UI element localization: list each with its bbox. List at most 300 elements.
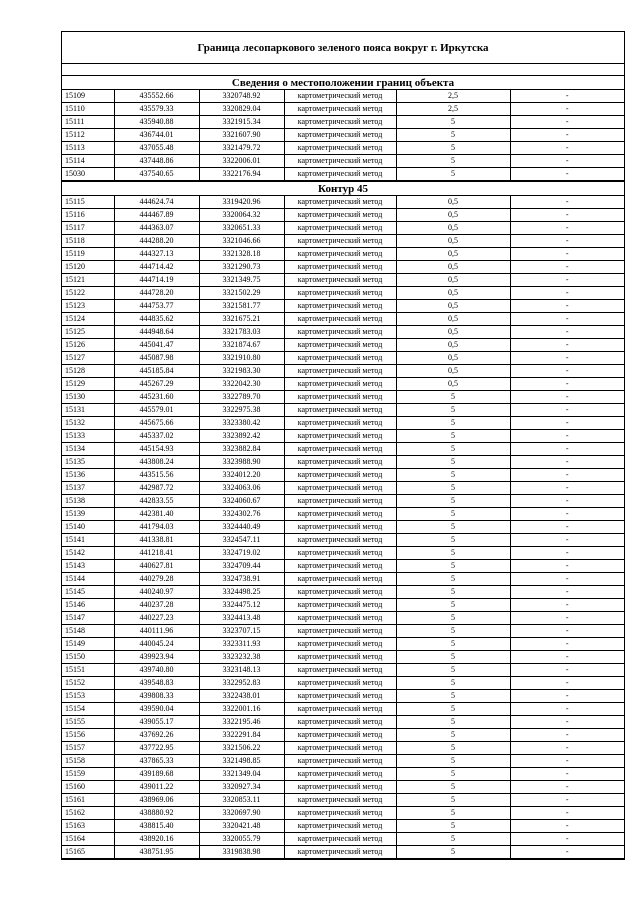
coord-x-cell: 439923.94 xyxy=(114,651,199,664)
accuracy-cell: 5 xyxy=(396,703,510,716)
coord-y-cell: 3321328.18 xyxy=(199,248,284,261)
method-cell: картометрический метод xyxy=(284,625,396,638)
coord-x-cell: 436744.01 xyxy=(114,129,199,142)
accuracy-cell: 5 xyxy=(396,456,510,469)
accuracy-cell: 5 xyxy=(396,807,510,820)
method-cell: картометрический метод xyxy=(284,274,396,287)
description-cell: - xyxy=(510,417,624,430)
method-cell: картометрический метод xyxy=(284,846,396,859)
method-cell: картометрический метод xyxy=(284,443,396,456)
point-number-cell: 15160 xyxy=(62,781,114,794)
method-cell: картометрический метод xyxy=(284,129,396,142)
method-cell: картометрический метод xyxy=(284,313,396,326)
point-number-cell: 15114 xyxy=(62,155,114,168)
table-row xyxy=(62,391,624,404)
accuracy-cell: 0,5 xyxy=(396,209,510,222)
coord-x-cell: 439011.22 xyxy=(114,781,199,794)
point-number-cell: 15158 xyxy=(62,755,114,768)
table-row xyxy=(62,222,624,235)
description-cell: - xyxy=(510,547,624,560)
point-number-cell: 15162 xyxy=(62,807,114,820)
coord-x-cell: 441338.81 xyxy=(114,534,199,547)
description-cell: - xyxy=(510,404,624,417)
coord-x-cell: 435940.88 xyxy=(114,116,199,129)
description-cell: - xyxy=(510,742,624,755)
point-number-cell: 15147 xyxy=(62,612,114,625)
point-number-cell: 15116 xyxy=(62,209,114,222)
point-number-cell: 15120 xyxy=(62,261,114,274)
method-cell: картометрический метод xyxy=(284,326,396,339)
method-cell: картометрический метод xyxy=(284,755,396,768)
accuracy-cell: 5 xyxy=(396,482,510,495)
coord-y-cell: 3324063.06 xyxy=(199,482,284,495)
table-row xyxy=(62,404,624,417)
accuracy-cell: 5 xyxy=(396,729,510,742)
accuracy-cell: 5 xyxy=(396,599,510,612)
coord-y-cell: 3322789.70 xyxy=(199,391,284,404)
point-number-cell: 15109 xyxy=(62,90,114,103)
coord-y-cell: 3322952.83 xyxy=(199,677,284,690)
coord-y-cell: 3320651.33 xyxy=(199,222,284,235)
table-row xyxy=(62,534,624,547)
table-row xyxy=(62,651,624,664)
table-row xyxy=(62,274,624,287)
accuracy-cell: 0,5 xyxy=(396,235,510,248)
accuracy-cell: 5 xyxy=(396,521,510,534)
coord-x-cell: 438920.16 xyxy=(114,833,199,846)
table-row xyxy=(62,456,624,469)
point-number-cell: 15134 xyxy=(62,443,114,456)
description-cell: - xyxy=(510,391,624,404)
coord-x-cell: 445185.84 xyxy=(114,365,199,378)
table-row xyxy=(62,820,624,833)
description-cell: - xyxy=(510,534,624,547)
method-cell: картометрический метод xyxy=(284,456,396,469)
table-row xyxy=(62,352,624,365)
accuracy-cell: 2,5 xyxy=(396,103,510,116)
table-row xyxy=(62,521,624,534)
table-row xyxy=(62,326,624,339)
description-cell: - xyxy=(510,168,624,181)
coord-x-cell: 437722.95 xyxy=(114,742,199,755)
accuracy-cell: 0,5 xyxy=(396,313,510,326)
table-row xyxy=(62,612,624,625)
description-cell: - xyxy=(510,833,624,846)
point-number-cell: 15140 xyxy=(62,521,114,534)
coord-x-cell: 437055.48 xyxy=(114,142,199,155)
coord-y-cell: 3319420.96 xyxy=(199,196,284,209)
table-row xyxy=(62,235,624,248)
coord-y-cell: 3324709.44 xyxy=(199,560,284,573)
coord-x-cell: 438969.06 xyxy=(114,794,199,807)
table-row xyxy=(62,690,624,703)
accuracy-cell: 5 xyxy=(396,142,510,155)
method-cell: картометрический метод xyxy=(284,339,396,352)
coord-y-cell: 3324498.25 xyxy=(199,586,284,599)
coord-y-cell: 3321874.67 xyxy=(199,339,284,352)
coord-y-cell: 3322438.01 xyxy=(199,690,284,703)
description-cell: - xyxy=(510,508,624,521)
coord-y-cell: 3323148.13 xyxy=(199,664,284,677)
coord-y-cell: 3322195.46 xyxy=(199,716,284,729)
coord-x-cell: 442987.72 xyxy=(114,482,199,495)
coord-y-cell: 3321983.30 xyxy=(199,365,284,378)
method-cell: картометрический метод xyxy=(284,612,396,625)
coord-x-cell: 445231.60 xyxy=(114,391,199,404)
method-cell: картометрический метод xyxy=(284,573,396,586)
description-cell: - xyxy=(510,482,624,495)
method-cell: картометрический метод xyxy=(284,142,396,155)
method-cell: картометрический метод xyxy=(284,781,396,794)
coord-x-cell: 437692.26 xyxy=(114,729,199,742)
point-number-cell: 15113 xyxy=(62,142,114,155)
description-cell: - xyxy=(510,300,624,313)
accuracy-cell: 5 xyxy=(396,833,510,846)
accuracy-cell: 5 xyxy=(396,129,510,142)
description-cell: - xyxy=(510,90,624,103)
method-cell: картометрический метод xyxy=(284,677,396,690)
coord-x-cell: 437865.33 xyxy=(114,755,199,768)
method-cell: картометрический метод xyxy=(284,651,396,664)
method-cell: картометрический метод xyxy=(284,235,396,248)
accuracy-cell: 0,5 xyxy=(396,300,510,313)
coord-y-cell: 3321479.72 xyxy=(199,142,284,155)
accuracy-cell: 5 xyxy=(396,560,510,573)
description-cell: - xyxy=(510,495,624,508)
coord-x-cell: 435579.33 xyxy=(114,103,199,116)
coord-x-cell: 444467.89 xyxy=(114,209,199,222)
accuracy-cell: 5 xyxy=(396,638,510,651)
accuracy-cell: 5 xyxy=(396,168,510,181)
description-cell: - xyxy=(510,209,624,222)
coord-y-cell: 3320421.48 xyxy=(199,820,284,833)
coord-x-cell: 445675.66 xyxy=(114,417,199,430)
accuracy-cell: 5 xyxy=(396,495,510,508)
coord-x-cell: 439808.33 xyxy=(114,690,199,703)
point-number-cell: 15117 xyxy=(62,222,114,235)
coord-x-cell: 439740.80 xyxy=(114,664,199,677)
method-cell: картометрический метод xyxy=(284,103,396,116)
coord-x-cell: 440045.24 xyxy=(114,638,199,651)
accuracy-cell: 0,5 xyxy=(396,261,510,274)
point-number-cell: 15150 xyxy=(62,651,114,664)
coord-x-cell: 438880.92 xyxy=(114,807,199,820)
coord-y-cell: 3321349.75 xyxy=(199,274,284,287)
document-sheet xyxy=(61,31,625,860)
point-number-cell: 15129 xyxy=(62,378,114,391)
coord-y-cell: 3321915.34 xyxy=(199,116,284,129)
method-cell: картометрический метод xyxy=(284,547,396,560)
coord-y-cell: 3321498.85 xyxy=(199,755,284,768)
point-number-cell: 15135 xyxy=(62,456,114,469)
accuracy-cell: 5 xyxy=(396,586,510,599)
method-cell: картометрический метод xyxy=(284,638,396,651)
table-row xyxy=(62,443,624,456)
point-number-cell: 15126 xyxy=(62,339,114,352)
point-number-cell: 15136 xyxy=(62,469,114,482)
method-cell: картометрический метод xyxy=(284,560,396,573)
coord-x-cell: 435552.66 xyxy=(114,90,199,103)
coord-y-cell: 3324413.48 xyxy=(199,612,284,625)
description-cell: - xyxy=(510,142,624,155)
method-cell: картометрический метод xyxy=(284,807,396,820)
point-number-cell: 15164 xyxy=(62,833,114,846)
table-row xyxy=(62,846,624,859)
table-row xyxy=(62,103,624,116)
description-cell: - xyxy=(510,664,624,677)
accuracy-cell: 5 xyxy=(396,781,510,794)
accuracy-cell: 0,5 xyxy=(396,352,510,365)
point-number-cell: 15138 xyxy=(62,495,114,508)
method-cell: картометрический метод xyxy=(284,365,396,378)
table-row xyxy=(62,729,624,742)
point-number-cell: 15149 xyxy=(62,638,114,651)
method-cell: картометрический метод xyxy=(284,664,396,677)
accuracy-cell: 5 xyxy=(396,116,510,129)
accuracy-cell: 5 xyxy=(396,573,510,586)
coord-x-cell: 445337.02 xyxy=(114,430,199,443)
coord-x-cell: 444288.20 xyxy=(114,235,199,248)
table-row xyxy=(62,768,624,781)
accuracy-cell: 5 xyxy=(396,716,510,729)
accuracy-cell: 2,5 xyxy=(396,90,510,103)
point-number-cell: 15148 xyxy=(62,625,114,638)
point-number-cell: 15124 xyxy=(62,313,114,326)
coord-x-cell: 437540.65 xyxy=(114,168,199,181)
description-cell: - xyxy=(510,846,624,859)
table-row xyxy=(62,142,624,155)
coord-y-cell: 3324012.20 xyxy=(199,469,284,482)
coord-y-cell: 3320853.11 xyxy=(199,794,284,807)
method-cell: картометрический метод xyxy=(284,196,396,209)
table-row xyxy=(62,716,624,729)
table-row xyxy=(62,378,624,391)
point-number-cell: 15163 xyxy=(62,820,114,833)
coord-y-cell: 3321290.73 xyxy=(199,261,284,274)
coord-y-cell: 3324547.11 xyxy=(199,534,284,547)
description-cell: - xyxy=(510,560,624,573)
method-cell: картометрический метод xyxy=(284,248,396,261)
point-number-cell: 15119 xyxy=(62,248,114,261)
point-number-cell: 15141 xyxy=(62,534,114,547)
section-title: Сведения о местоположении границ объекта xyxy=(62,76,624,90)
coord-x-cell: 440111.96 xyxy=(114,625,199,638)
accuracy-cell: 0,5 xyxy=(396,365,510,378)
coord-y-cell: 3323707.15 xyxy=(199,625,284,638)
coord-x-cell: 445154.93 xyxy=(114,443,199,456)
description-cell: - xyxy=(510,287,624,300)
description-cell: - xyxy=(510,820,624,833)
method-cell: картометрический метод xyxy=(284,352,396,365)
accuracy-cell: 5 xyxy=(396,430,510,443)
coord-y-cell: 3324060.67 xyxy=(199,495,284,508)
accuracy-cell: 5 xyxy=(396,755,510,768)
description-cell: - xyxy=(510,222,624,235)
method-cell: картометрический метод xyxy=(284,287,396,300)
table-row xyxy=(62,90,624,103)
coordinates-table-top xyxy=(62,90,624,181)
table-row xyxy=(62,781,624,794)
method-cell: картометрический метод xyxy=(284,534,396,547)
method-cell: картометрический метод xyxy=(284,742,396,755)
table-row xyxy=(62,573,624,586)
table-row xyxy=(62,586,624,599)
coord-y-cell: 3324719.02 xyxy=(199,547,284,560)
coord-x-cell: 443808.24 xyxy=(114,456,199,469)
description-cell: - xyxy=(510,586,624,599)
point-number-cell: 15146 xyxy=(62,599,114,612)
coord-x-cell: 444327.13 xyxy=(114,248,199,261)
coord-x-cell: 442833.55 xyxy=(114,495,199,508)
coord-y-cell: 3320829.04 xyxy=(199,103,284,116)
coord-x-cell: 440240.97 xyxy=(114,586,199,599)
point-number-cell: 15152 xyxy=(62,677,114,690)
method-cell: картометрический метод xyxy=(284,833,396,846)
coord-x-cell: 444948.64 xyxy=(114,326,199,339)
accuracy-cell: 0,5 xyxy=(396,222,510,235)
table-row xyxy=(62,116,624,129)
point-number-cell: 15115 xyxy=(62,196,114,209)
method-cell: картометрический метод xyxy=(284,729,396,742)
point-number-cell: 15128 xyxy=(62,365,114,378)
point-number-cell: 15156 xyxy=(62,729,114,742)
coord-y-cell: 3321046.66 xyxy=(199,235,284,248)
description-cell: - xyxy=(510,469,624,482)
description-cell: - xyxy=(510,352,624,365)
accuracy-cell: 0,5 xyxy=(396,339,510,352)
description-cell: - xyxy=(510,781,624,794)
point-number-cell: 15153 xyxy=(62,690,114,703)
coord-x-cell: 439055.17 xyxy=(114,716,199,729)
coord-x-cell: 445087.98 xyxy=(114,352,199,365)
table-row xyxy=(62,313,624,326)
point-number-cell: 15121 xyxy=(62,274,114,287)
description-cell: - xyxy=(510,326,624,339)
point-number-cell: 15133 xyxy=(62,430,114,443)
table-row xyxy=(62,599,624,612)
method-cell: картометрический метод xyxy=(284,430,396,443)
description-cell: - xyxy=(510,651,624,664)
description-cell: - xyxy=(510,365,624,378)
coord-y-cell: 3323882.84 xyxy=(199,443,284,456)
accuracy-cell: 5 xyxy=(396,469,510,482)
coord-y-cell: 3322975.38 xyxy=(199,404,284,417)
point-number-cell: 15154 xyxy=(62,703,114,716)
table-row xyxy=(62,638,624,651)
table-row xyxy=(62,339,624,352)
table-row xyxy=(62,625,624,638)
description-cell: - xyxy=(510,716,624,729)
coord-x-cell: 441218.41 xyxy=(114,547,199,560)
method-cell: картометрический метод xyxy=(284,90,396,103)
coord-x-cell: 444753.77 xyxy=(114,300,199,313)
accuracy-cell: 5 xyxy=(396,768,510,781)
coord-y-cell: 3324440.49 xyxy=(199,521,284,534)
point-number-cell: 15155 xyxy=(62,716,114,729)
description-cell: - xyxy=(510,625,624,638)
table-row xyxy=(62,469,624,482)
coord-y-cell: 3321675.21 xyxy=(199,313,284,326)
coord-x-cell: 441794.03 xyxy=(114,521,199,534)
description-cell: - xyxy=(510,573,624,586)
table-row xyxy=(62,742,624,755)
method-cell: картометрический метод xyxy=(284,586,396,599)
coord-x-cell: 444714.19 xyxy=(114,274,199,287)
accuracy-cell: 5 xyxy=(396,508,510,521)
table-row xyxy=(62,794,624,807)
coord-x-cell: 445041.47 xyxy=(114,339,199,352)
accuracy-cell: 5 xyxy=(396,651,510,664)
method-cell: картометрический метод xyxy=(284,508,396,521)
description-cell: - xyxy=(510,807,624,820)
point-number-cell: 15131 xyxy=(62,404,114,417)
method-cell: картометрический метод xyxy=(284,261,396,274)
coord-x-cell: 445579.01 xyxy=(114,404,199,417)
coord-y-cell: 3322176.94 xyxy=(199,168,284,181)
coord-y-cell: 3322001.16 xyxy=(199,703,284,716)
description-cell: - xyxy=(510,339,624,352)
method-cell: картометрический метод xyxy=(284,300,396,313)
contour-title: Контур 45 xyxy=(62,181,624,196)
point-number-cell: 15110 xyxy=(62,103,114,116)
accuracy-cell: 0,5 xyxy=(396,326,510,339)
coord-y-cell: 3321581.77 xyxy=(199,300,284,313)
method-cell: картометрический метод xyxy=(284,222,396,235)
accuracy-cell: 0,5 xyxy=(396,196,510,209)
point-number-cell: 15130 xyxy=(62,391,114,404)
table-row xyxy=(62,664,624,677)
accuracy-cell: 5 xyxy=(396,534,510,547)
method-cell: картометрический метод xyxy=(284,168,396,181)
point-number-cell: 15165 xyxy=(62,846,114,859)
point-number-cell: 15145 xyxy=(62,586,114,599)
coord-y-cell: 3321783.03 xyxy=(199,326,284,339)
coord-y-cell: 3321506.22 xyxy=(199,742,284,755)
coord-y-cell: 3321607.90 xyxy=(199,129,284,142)
description-cell: - xyxy=(510,612,624,625)
point-number-cell: 15157 xyxy=(62,742,114,755)
coord-x-cell: 439590.04 xyxy=(114,703,199,716)
accuracy-cell: 5 xyxy=(396,690,510,703)
coord-y-cell: 3323380.42 xyxy=(199,417,284,430)
description-cell: - xyxy=(510,599,624,612)
accuracy-cell: 5 xyxy=(396,391,510,404)
method-cell: картометрический метод xyxy=(284,820,396,833)
accuracy-cell: 5 xyxy=(396,443,510,456)
coord-y-cell: 3323311.93 xyxy=(199,638,284,651)
coord-y-cell: 3323988.90 xyxy=(199,456,284,469)
coord-y-cell: 3319838.98 xyxy=(199,846,284,859)
coord-y-cell: 3321910.80 xyxy=(199,352,284,365)
description-cell: - xyxy=(510,430,624,443)
description-cell: - xyxy=(510,103,624,116)
method-cell: картометрический метод xyxy=(284,768,396,781)
table-row xyxy=(62,261,624,274)
accuracy-cell: 0,5 xyxy=(396,248,510,261)
point-number-cell: 15122 xyxy=(62,287,114,300)
coord-y-cell: 3322291.84 xyxy=(199,729,284,742)
point-number-cell: 15161 xyxy=(62,794,114,807)
description-cell: - xyxy=(510,274,624,287)
coord-y-cell: 3321349.04 xyxy=(199,768,284,781)
table-row xyxy=(62,287,624,300)
accuracy-cell: 5 xyxy=(396,417,510,430)
accuracy-cell: 5 xyxy=(396,677,510,690)
table-row xyxy=(62,417,624,430)
table-row xyxy=(62,495,624,508)
accuracy-cell: 5 xyxy=(396,612,510,625)
description-cell: - xyxy=(510,456,624,469)
